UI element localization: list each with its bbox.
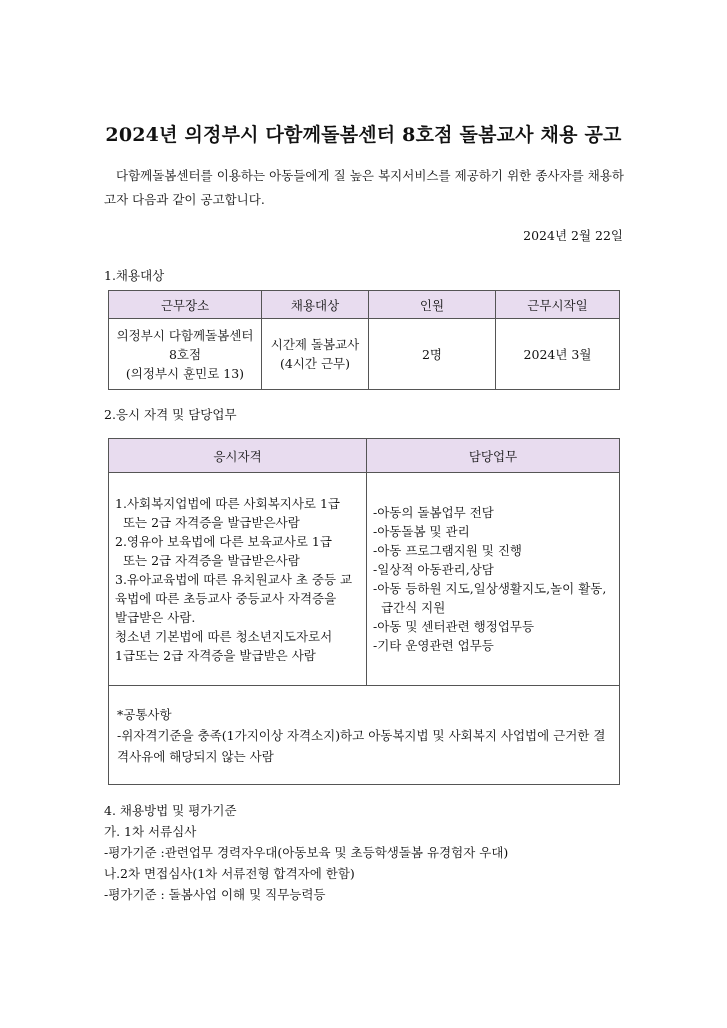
- section4-line: 가. 1차 서류심사: [104, 824, 197, 839]
- header-count: 인원: [369, 291, 496, 319]
- announcement-date: 2024년 2월 22일: [523, 228, 623, 243]
- header-target: 채용대상: [262, 291, 369, 319]
- page-title: 2024년 의정부시 다함께돌봄센터 8호점 돌봄교사 채용 공고: [105, 124, 622, 146]
- qualification-table: [108, 438, 620, 785]
- common-text: -위자격기준을 충족(1가지이상 자격소지)하고 아동복지법 및 사회복지 사업법에 근거한 결격사유에 해당되지 않는 사람: [117, 727, 606, 764]
- intro-paragraph: [104, 164, 624, 212]
- cell-start: 2024년 3월: [496, 319, 620, 390]
- intro-text: 다함께돌봄센터를 이용하는 아동들에게 질 높은 복지서비스를 제공하기 위한 종사자를 채용하고자 다음과 같이 공고합니다.: [104, 168, 624, 207]
- cell-target: 시간제 돌봄교사 (4시간 근무): [262, 319, 369, 390]
- cell-place: 의정부시 다함께돌봄센터 8호점 (의정부시 훈민로 13): [109, 319, 262, 390]
- header-start: 근무시작일: [496, 291, 620, 319]
- section2-label: 2.응시 자격 및 담당업무: [104, 407, 237, 422]
- header-place: 근무장소: [109, 291, 262, 319]
- header-qualification: 응시자격: [109, 439, 367, 473]
- recruitment-table: [108, 290, 620, 390]
- duties-cell: -아동의 돌봄업무 전담 -아동돌봄 및 관리 -아동 프로그램지원 및 진행 -일상적 아동관리,상담 -아동 등하원 지도,일상생활지도,놀이 활동, 급간식 지원 -아동 및 센터관련 행정업무등 -기타 운영관련 업무등: [367, 473, 620, 686]
- header-duties: 담당업무: [367, 439, 620, 473]
- section4-line: -평가기준 :관련업무 경력자우대(아동보육 및 초등학생돌봄 유경험자 우대): [104, 845, 509, 860]
- common-title: *공통사항: [117, 706, 172, 722]
- section4-line: -평가기준 : 돌봄사업 이해 및 직무능력등: [104, 887, 326, 902]
- section4-line: 나.2차 면접심사(1차 서류전형 합격자에 한함): [104, 866, 355, 881]
- qualification-cell: 1.사회복지업법에 따른 사회복지사로 1급 또는 2급 자격증을 발급받은사람 2.영유아 보육법에 다른 보육교사로 1급 또는 2급 자격증을 발급받은사람 3.유아교육법에 따른 유치원교사 초 중등 교 육법에 따른 초등교사 중등교사 자격증을 발급받은 사람. 청소년 기본법에 따른 청소년지도자로서 1급또는 2급 자격증을 발급받은 사람: [109, 473, 367, 686]
- common-requirements-cell: [109, 686, 620, 785]
- cell-count: 2명: [369, 319, 496, 390]
- section4-heading: 4. 채용방법 및 평가기준: [104, 803, 237, 818]
- section4-block: [104, 800, 508, 905]
- section1-label: 1.채용대상: [104, 268, 165, 283]
